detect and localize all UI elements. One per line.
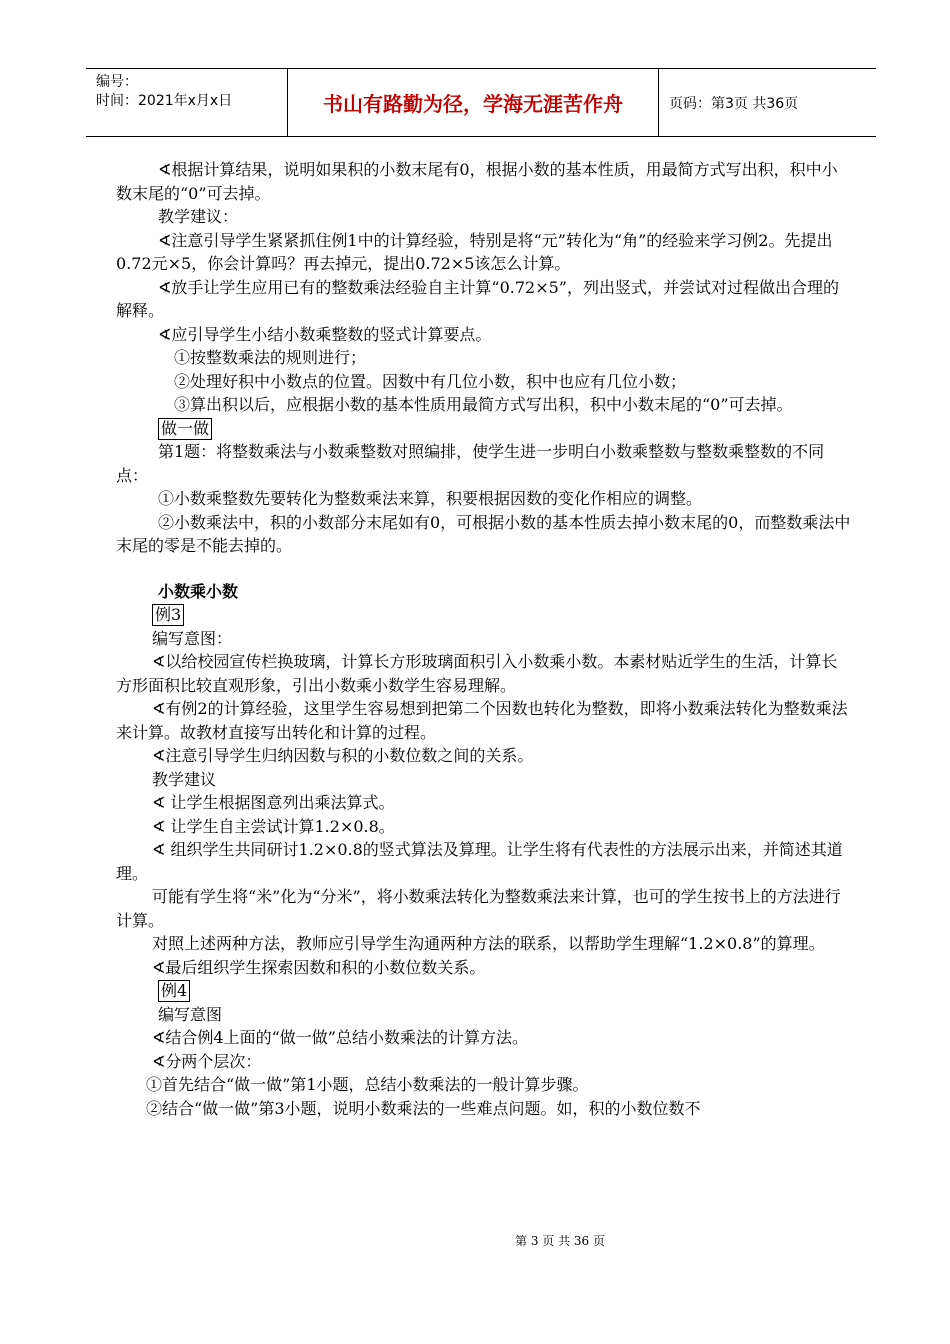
list-item: ①按整数乘法的规则进行； (174, 348, 367, 367)
spacer (116, 558, 852, 580)
header-number: 编号： (96, 74, 138, 90)
paragraph: 教学建议： (158, 207, 239, 226)
page-header (86, 68, 876, 137)
paragraph: 编写意图 (158, 1004, 223, 1024)
boxed-heading-row (116, 417, 852, 441)
list-item: ②小数乘法中，积的小数部分末尾如有0，可根据小数的基本性质去掉小数末尾的0，而整数乘法中末尾的零是不能去掉的。 (116, 512, 851, 555)
header-motto-cell (287, 69, 659, 136)
boxed-heading: 做一做 (158, 418, 212, 440)
list-item: ②处理好积中小数点的位置。因数中有几位小数，积中也应有几位小数； (174, 371, 687, 391)
paragraph: ∢分两个层次： (152, 1051, 262, 1071)
header-meta (86, 69, 287, 136)
boxed-heading: 例4 (158, 980, 190, 1002)
boxed-heading-row (116, 979, 852, 1003)
paragraph: 编写意图： (152, 628, 233, 648)
paragraph: ∢注意引导学生归纳因数与积的小数位数之间的关系。 (152, 746, 534, 765)
paragraph: ∢ 组织学生共同研讨1.2×0.8的竖式算法及算理。让学生将有代表性的方法展示出来，并简述其道理。 (116, 840, 843, 883)
paragraph: ∢ 让学生根据图意列出乘法算式。 (152, 793, 395, 812)
paragraph: ∢结合例4上面的“做一做”总结小数乘法的计算方法。 (152, 1028, 528, 1047)
header-page-code: 页码：第3页 共36页 (669, 95, 799, 112)
paragraph: 对照上述两种方法，教师应引导学生沟通两种方法的联系，以帮助学生理解“1.2×0.8”的算理。 (152, 934, 825, 953)
boxed-heading-row (116, 603, 852, 627)
paragraph: ∢放手让学生应用已有的整数乘法经验自主计算“0.72×5”，列出竖式，并尝试对过程做出合理的解释。 (116, 277, 839, 320)
paragraph: 可能有学生将“米”化为“分米”，将小数乘法转化为整数乘法来计算，也可的学生按书上的方法进行计算。 (116, 887, 841, 930)
paragraph: ∢有例2的计算经验，这里学生容易想到把第二个因数也转化为整数，即将小数乘法转化为整数乘法来计算。故教材直接写出转化和计算的过程。 (116, 699, 848, 742)
paragraph: 教学建议 (152, 769, 217, 789)
boxed-heading: 例3 (152, 604, 184, 626)
paragraph: 第1题：将整数乘法与小数乘整数对照编排，使学生进一步明白小数乘整数与整数乘整数的不同点： (116, 442, 825, 485)
list-item: ③算出积以后，应根据小数的基本性质用最简方式写出积，积中小数末尾的“0”可去掉。 (174, 395, 793, 414)
paragraph: ∢ 让学生自主尝试计算1.2×0.8。 (152, 816, 395, 836)
paragraph: ∢应引导学生小结小数乘整数的竖式计算要点。 (158, 324, 492, 344)
document-body (116, 158, 852, 1120)
list-item: ②结合“做一做”第3小题，说明小数乘法的一些难点问题。如，积的小数位数不 (146, 1098, 701, 1118)
paragraph: ∢以给校园宣传栏换玻璃，计算长方形玻璃面积引入小数乘小数。本素材贴近学生的生活，计算长方形面积比较直观形象，引出小数乘小数学生容易理解。 (116, 652, 838, 695)
page-footer: 第 3 页 共 36 页 (515, 1234, 605, 1248)
list-item: ①小数乘整数先要转化为整数乘法来算，积要根据因数的变化作相应的调整。 (158, 489, 703, 508)
paragraph: ∢根据计算结果，说明如果积的小数末尾有0，根据小数的基本性质，用最简方式写出积，积中小数末尾的“0”可去掉。 (116, 160, 838, 203)
paragraph: ∢最后组织学生探索因数和积的小数位数关系。 (152, 957, 486, 977)
section-heading: 小数乘小数 (158, 581, 239, 601)
header-motto: 书山有路勤为径，学海无涯苦作舟 (323, 92, 623, 116)
paragraph: ∢注意引导学生紧紧抓住例1中的计算经验，特别是将“元”转化为“角”的经验来学习例2。先提出0.72元×5，你会计算吗？再去掉元，提出0.72×5该怎么计算。 (116, 230, 833, 273)
header-date: 时间：2021年x月x日 (96, 93, 233, 109)
list-item: ①首先结合“做一做”第1小题，总结小数乘法的一般计算步骤。 (146, 1075, 589, 1094)
